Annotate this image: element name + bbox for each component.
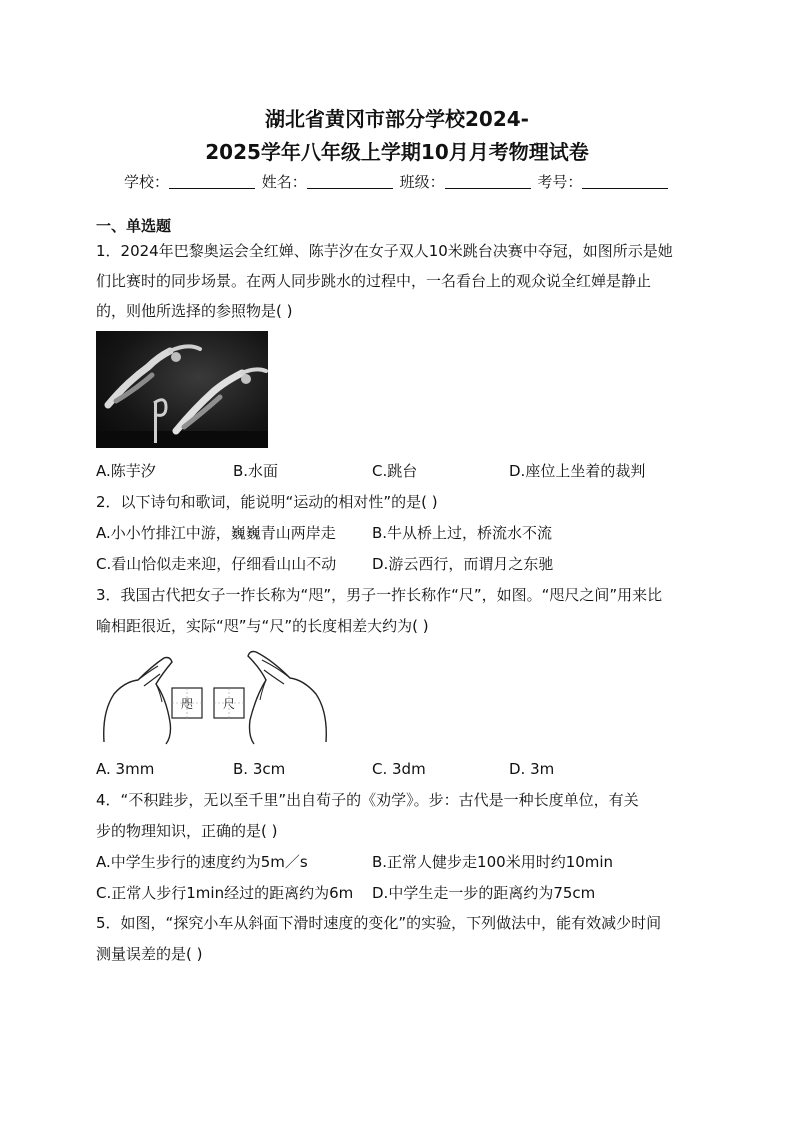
q1-line2: 们比赛时的同步场景。在两人同步跳水的过程中，一名看台上的观众说全红婵是静止	[96, 272, 652, 290]
q1-line1: 1．2024年巴黎奥运会全红婵、陈芋汐在女子双人10米跳台决赛中夺冠，如图所示是她	[96, 242, 673, 260]
class-blank[interactable]	[445, 174, 531, 189]
name-label: 姓名：	[261, 173, 307, 191]
section-title: 一、单选题	[96, 217, 172, 235]
q1-option-b[interactable]: B.水面	[233, 462, 279, 480]
q1-option-d[interactable]: D.座位上坐着的裁判	[509, 462, 646, 480]
q3-option-d[interactable]: D. 3m	[509, 760, 555, 778]
q2-option-d[interactable]: D.游云西行，而谓月之东驰	[372, 555, 554, 573]
q3-line2: 喻相距很近，实际“咫”与“尺”的长度相差大约为( )	[96, 617, 429, 635]
divers-illustration	[96, 331, 268, 448]
q2-option-b[interactable]: B.牛从桥上过，桥流水不流	[372, 524, 553, 542]
exam-title-line2: 2025学年八年级上学期10月月考物理试卷	[205, 140, 589, 164]
q5-line1: 5．如图，“探究小车从斜面下滑时速度的变化”的实验，下列做法中，能有效减少时间	[96, 914, 662, 932]
q4-option-d[interactable]: D.中学生走一步的距离约为75cm	[372, 884, 596, 902]
name-blank[interactable]	[307, 174, 393, 189]
chi-character: 尺	[222, 697, 236, 711]
school-label: 学校：	[124, 173, 170, 191]
zhi-character: 咫	[180, 697, 194, 711]
school-blank[interactable]	[169, 174, 255, 189]
q5-line2: 测量误差的是( )	[96, 945, 203, 963]
exam-number-blank[interactable]	[582, 174, 668, 189]
diving-photo	[96, 331, 268, 448]
hands-span-figure	[100, 650, 330, 750]
q2-line1: 2．以下诗句和歌词，能说明“运动的相对性”的是( )	[96, 493, 438, 511]
student-info-row	[124, 171, 670, 192]
q1-option-c[interactable]: C.跳台	[372, 462, 418, 480]
exam-number-label: 考号：	[537, 173, 583, 191]
q4-option-a[interactable]: A.中学生步行的速度约为5m／s	[96, 853, 308, 871]
q2-option-a[interactable]: A.小小竹排江中游，巍巍青山两岸走	[96, 524, 336, 542]
q1-line3: 的，则他所选择的参照物是( )	[96, 302, 293, 320]
exam-title-line1: 湖北省黄冈市部分学校2024-	[265, 107, 529, 131]
q3-option-c[interactable]: C. 3dm	[372, 760, 426, 778]
q3-option-b[interactable]: B. 3cm	[233, 760, 286, 778]
q3-option-a[interactable]: A. 3mm	[96, 760, 155, 778]
q4-line1: 4．“不积跬步，无以至千里”出自荀子的《劝学》。步：古代是一种长度单位，有关	[96, 791, 639, 809]
class-label: 班级：	[399, 173, 445, 191]
q1-option-a[interactable]: A.陈芋汐	[96, 462, 156, 480]
q2-option-c[interactable]: C.看山恰似走来迎，仔细看山山不动	[96, 555, 337, 573]
q3-line1: 3．我国古代把女子一拃长称为“咫”，男子一拃长称作“尺”，如图。“咫尺之间”用来比	[96, 586, 663, 604]
q4-option-b[interactable]: B.正常人健步走100米用时约10min	[372, 853, 614, 871]
q4-option-c[interactable]: C.正常人步行1min经过的距离约为6m	[96, 884, 354, 902]
q4-line2: 步的物理知识，正确的是( )	[96, 822, 278, 840]
